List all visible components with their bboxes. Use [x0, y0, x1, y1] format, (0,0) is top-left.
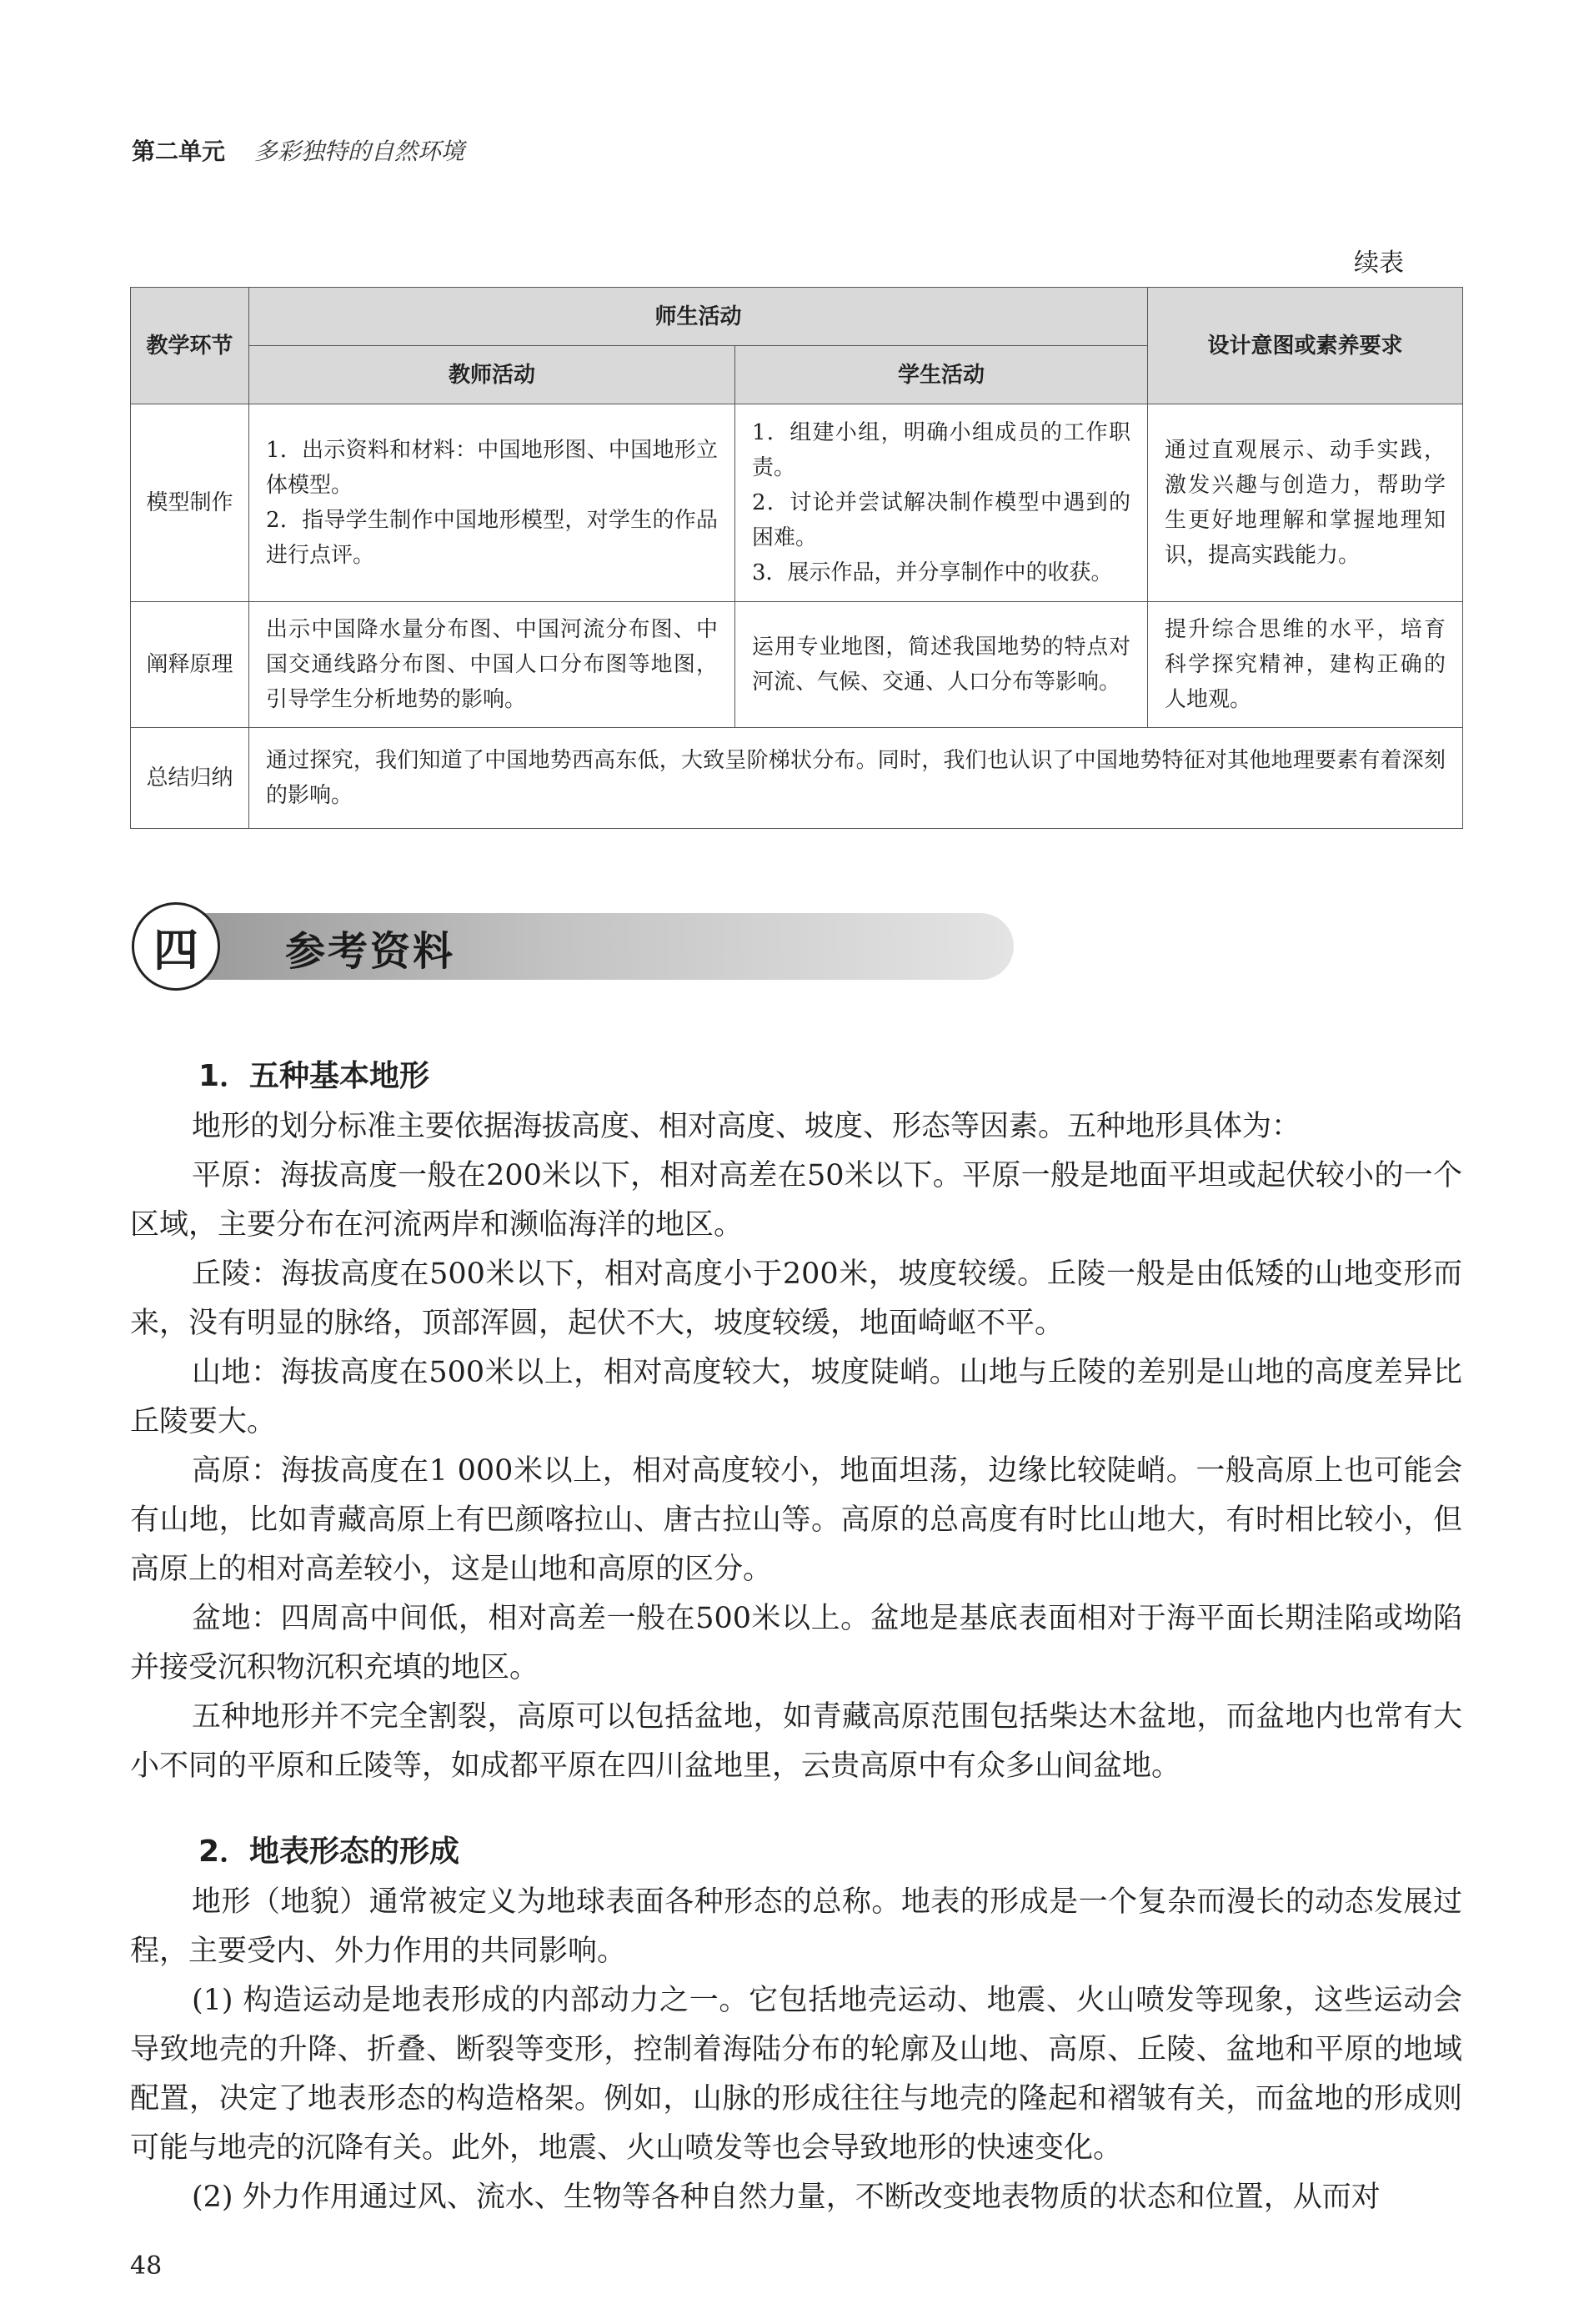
paragraph: 五种地形并不完全割裂，高原可以包括盆地，如青藏高原范围包括柴达木盆地，而盆地内也常有大小不同的平原和丘陵等，如成都平原在四川盆地里，云贵高原中有众多山间盆地。 [130, 1700, 1462, 1783]
header-activities: 师生活动 [249, 288, 1148, 346]
paragraph: (1) 构造运动是地表形成的内部动力之一。它包括地壳运动、地震、火山喷发等现象，这些运动会导致地壳的升降、折叠、断裂等变形，控制着海陆分布的轮廓及山地、高原、丘陵、盆地和平原的地域配置，决定了地表形态的构造格架。例如，山脉的形成往往与地壳的隆起和褶皱有关，而盆地的形成则可能与地壳的沉降有关。此外，地震、火山喷发等也会导致地形的快速变化。 [130, 1984, 1462, 2165]
header-stage: 教学环节 [131, 288, 249, 404]
teacher-activity-item: 1．出示资料和材料：中国地形图、中国地形立体模型。 [266, 438, 718, 498]
paragraph: 丘陵：海拔高度在500米以下，相对高度小于200米，坡度较缓。丘陵一般是由低矮的山地变形而来，没有明显的脉络，顶部浑圆，起伏不大，坡度较缓，地面崎岖不平。 [130, 1257, 1462, 1340]
teacher-activity-cell [249, 404, 735, 602]
stage-cell: 阐释原理 [131, 602, 249, 728]
subsection-heading: 1．五种基本地形 [198, 1059, 430, 1093]
teacher-activity-cell: 出示中国降水量分布图、中国河流分布图、中国交通线路分布图、中国人口分布图等地图，引导学生分析地势的影响。 [249, 602, 735, 728]
table-continued-label: 续表 [1354, 248, 1404, 278]
reference-content [130, 1051, 1462, 2222]
paragraph: 地形（地貌）通常被定义为地球表面各种形态的总称。地表的形成是一个复杂而漫长的动态发展过程，主要受内、外力作用的共同影响。 [130, 1885, 1462, 1968]
running-head [132, 133, 464, 167]
student-activity-item: 3．展示作品，并分享制作中的收获。 [752, 560, 1113, 585]
unit-title: 多彩独特的自然环境 [253, 138, 464, 165]
paragraph: (2) 外力作用通过风、流水、生物等各种自然力量，不断改变地表物质的状态和位置，从而对 [192, 2181, 1381, 2214]
paragraph: 盆地：四周高中间低，相对高差一般在500米以上。盆地是基底表面相对于海平面长期洼陷或坳陷并接受沉积物沉积充填的地区。 [130, 1602, 1462, 1684]
student-activity-cell: 运用专业地图，简述我国地势的特点对河流、气候、交通、人口分布等影响。 [735, 602, 1148, 728]
design-cell: 通过直观展示、动手实践，激发兴趣与创造力，帮助学生更好地理解和掌握地理知识，提高实践能力。 [1148, 404, 1463, 602]
stage-cell: 模型制作 [131, 404, 249, 602]
section-gap [130, 1791, 1462, 1826]
page-number: 48 [130, 2251, 163, 2281]
unit-label: 第二单元 [132, 138, 226, 165]
student-activity-item: 2．讨论并尝试解决制作模型中遇到的困难。 [752, 490, 1131, 550]
summary-cell: 通过探究，我们知道了中国地势西高东低，大致呈阶梯状分布。同时，我们也认识了中国地势特征对其他地理要素有着深刻的影响。 [249, 728, 1463, 829]
table-row [131, 404, 1463, 602]
design-cell: 提升综合思维的水平，培育科学探究精神，建构正确的人地观。 [1148, 602, 1463, 728]
teacher-activity-item: 2．指导学生制作中国地形模型，对学生的作品进行点评。 [266, 508, 718, 568]
paragraph: 山地：海拔高度在500米以上，相对高度较大，坡度陡峭。山地与丘陵的差别是山地的高度差异比丘陵要大。 [130, 1356, 1462, 1438]
stage-cell: 总结归纳 [131, 728, 249, 829]
header-student: 学生活动 [735, 346, 1148, 404]
section-title: 参考资料 [285, 928, 456, 975]
table-row [131, 728, 1463, 829]
header-teacher: 教师活动 [249, 346, 735, 404]
student-activity-cell [735, 404, 1148, 602]
header-design: 设计意图或素养要求 [1148, 288, 1463, 404]
paragraph: 地形的划分标准主要依据海拔高度、相对高度、坡度、形态等因素。五种地形具体为： [192, 1110, 1301, 1143]
section-banner [130, 901, 1014, 992]
table-row [131, 602, 1463, 728]
section-number-badge: 四 [132, 902, 220, 991]
lesson-table [130, 287, 1463, 829]
subsection-heading: 2．地表形态的形成 [198, 1835, 460, 1869]
paragraph: 平原：海拔高度一般在200米以下，相对高差在50米以下。平原一般是地面平坦或起伏较小的一个区域，主要分布在河流两岸和濒临海洋的地区。 [130, 1159, 1462, 1242]
student-activity-item: 1．组建小组，明确小组成员的工作职责。 [752, 420, 1131, 480]
paragraph: 高原：海拔高度在1 000米以上，相对高度较小，地面坦荡，边缘比较陡峭。一般高原上也可能会有山地，比如青藏高原上有巴颜喀拉山、唐古拉山等。高原的总高度有时比山地大，有时相比较小，但高原上的相对高差较小，这是山地和高原的区分。 [130, 1454, 1462, 1586]
